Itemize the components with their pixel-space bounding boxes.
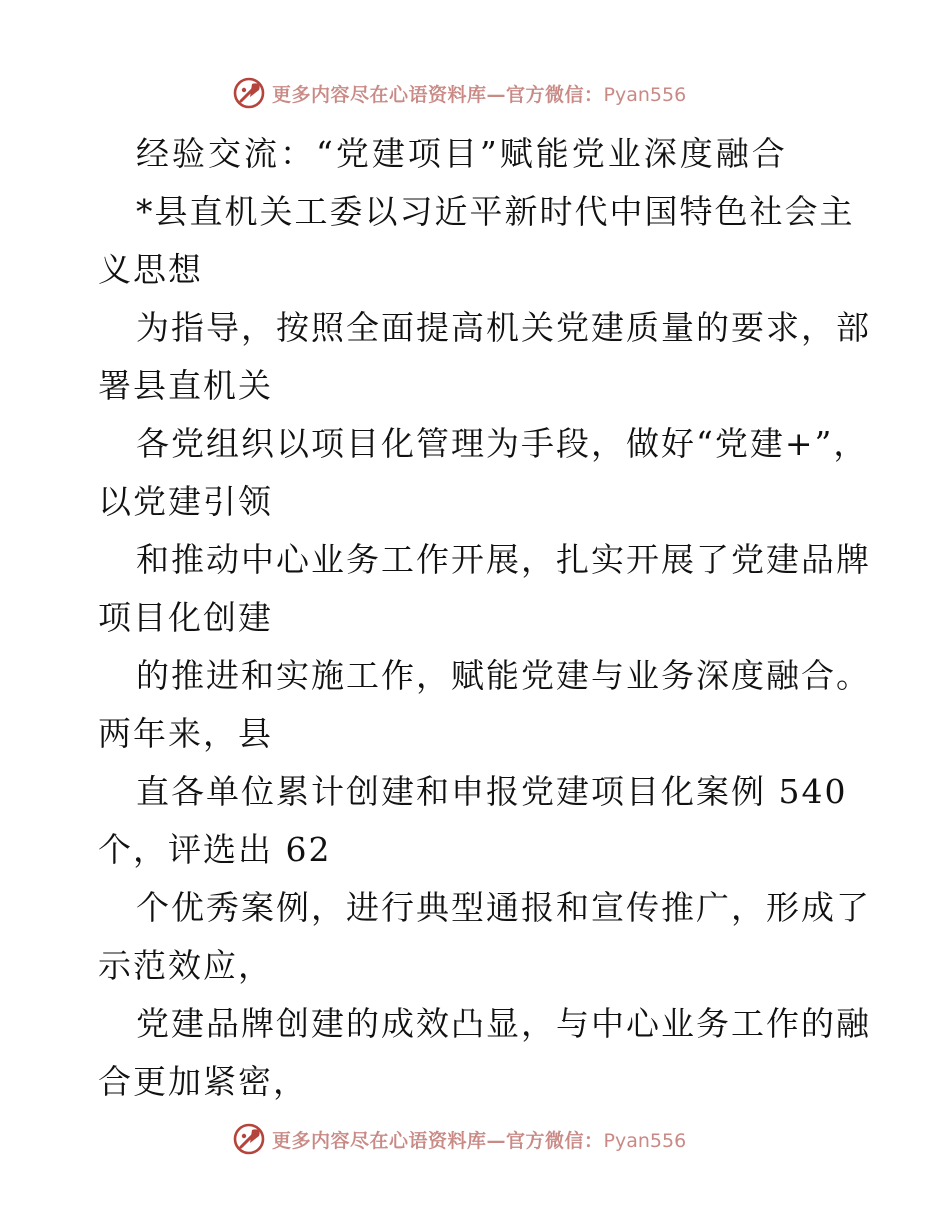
- body-line: 两年来，县: [98, 714, 273, 753]
- body-line: 的推进和实施工作，赋能党建与业务深度融合。: [136, 656, 871, 695]
- quill-seal-logo-icon: [232, 76, 266, 110]
- document-title: 经验交流：“党建项目”赋能党业深度融合: [136, 134, 788, 173]
- body-line: 合更加紧密，: [98, 1062, 308, 1101]
- body-line: 个，评选出 62: [98, 830, 332, 869]
- body-line: *县直机关工委以习近平新时代中国特色社会主: [136, 192, 855, 231]
- body-line: 示范效应，: [98, 946, 273, 985]
- body-line: 个优秀案例，进行典型通报和宣传推广，形成了: [136, 888, 871, 927]
- header-watermark: [0, 72, 950, 112]
- body-line: 为指导，按照全面提高机关党建质量的要求，部: [136, 308, 871, 347]
- body-line: 项目化创建: [98, 598, 273, 637]
- body-line: 和推动中心业务工作开展，扎实开展了党建品牌: [136, 540, 871, 579]
- footer-watermark: [0, 1118, 950, 1158]
- body-line: 各党组织以项目化管理为手段，做好“党建+”，: [136, 424, 869, 463]
- body-line: 以党建引领: [98, 482, 273, 521]
- watermark-text: 更多内容尽在心语资料库—官方微信：Pyan556: [272, 1129, 687, 1152]
- body-line: 义思想: [98, 250, 203, 289]
- quill-seal-logo-icon: [232, 1122, 266, 1156]
- body-line: 直各单位累计创建和申报党建项目化案例 540: [136, 772, 848, 811]
- watermark-text: 更多内容尽在心语资料库—官方微信：Pyan556: [272, 83, 687, 106]
- body-line: 党建品牌创建的成效凸显，与中心业务工作的融: [136, 1004, 871, 1043]
- body-line: 署县直机关: [98, 366, 273, 405]
